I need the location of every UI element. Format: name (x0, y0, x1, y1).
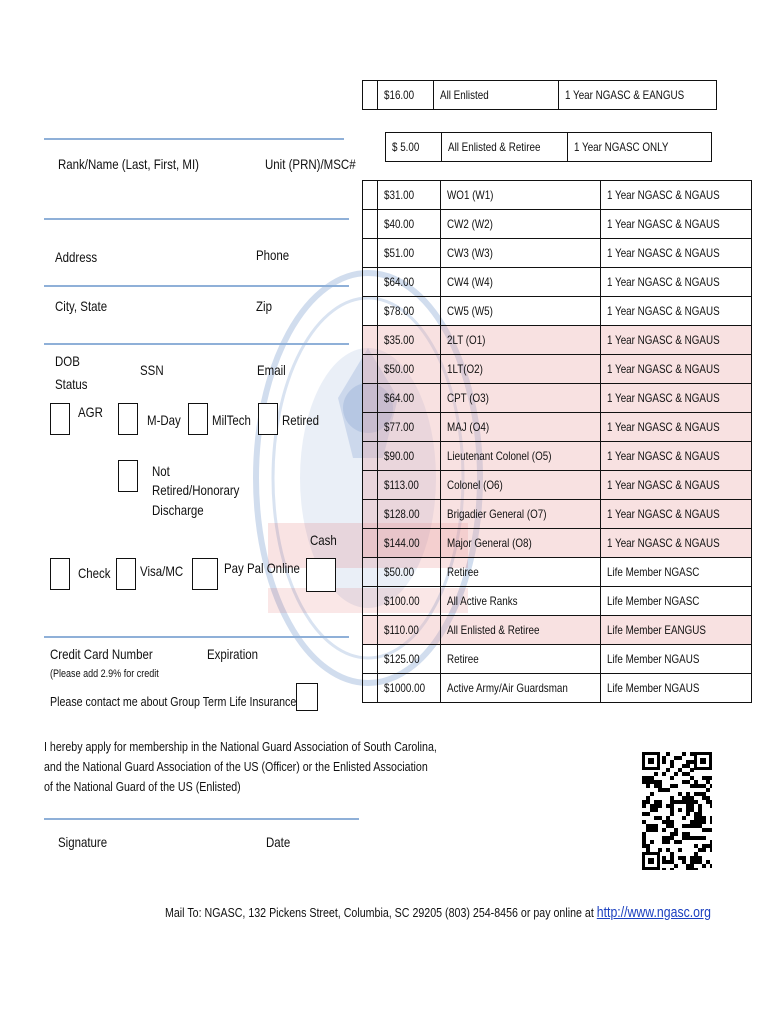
fee-membership-cell (601, 558, 751, 587)
fee-select-cell[interactable] (363, 471, 378, 500)
apply-line-2: and the National Guard Association of the US (Officer) or the Enlisted Association (44, 759, 428, 774)
fee-table-mid (385, 132, 712, 162)
status-label: Status (55, 376, 88, 392)
fee-price: $16.00 (384, 88, 415, 102)
fee-price: $78.00 (384, 304, 415, 318)
rule-top (44, 138, 344, 140)
fee-price: $50.00 (384, 362, 415, 376)
not-retired-checkbox[interactable] (118, 460, 138, 492)
paypal-checkbox[interactable] (192, 558, 218, 590)
fee-price: $64.00 (384, 275, 415, 289)
fee-row[interactable] (363, 500, 752, 529)
fee-price: $1000.00 (384, 681, 426, 695)
fee-rank-cell (441, 645, 601, 674)
fee-rank-cell (441, 587, 601, 616)
fee-membership-cell (601, 326, 751, 355)
fee-membership: Life Member NGAUS (607, 652, 700, 666)
fee-rank: CW2 (W2) (447, 217, 493, 231)
fee-row[interactable] (363, 239, 752, 268)
fee-membership: 1 Year NGASC & NGAUS (607, 507, 721, 521)
fee-rank: All Enlisted (440, 88, 489, 102)
insurance-label: Please contact me about Group Term Life Insurance (50, 694, 297, 709)
fee-rank-cell (441, 297, 601, 326)
fee-row[interactable] (363, 471, 752, 500)
fee-select-cell[interactable] (363, 181, 378, 210)
fee-price-cell (378, 326, 441, 355)
fee-rank: Major General (O8) (447, 536, 532, 550)
mail-to-text: Mail To: NGASC, 132 Pickens Street, Columbia, SC 29205 (803) 254-8456 or pay online at (165, 905, 597, 920)
fee-select-cell[interactable] (363, 442, 378, 471)
fee-rank: Colonel (O6) (447, 478, 503, 492)
apply-line-3: of the National Guard of the US (Enlisted) (44, 779, 241, 794)
fee-price-cell (378, 587, 441, 616)
fee-rank: All Enlisted & Retiree (447, 623, 540, 637)
fee-price-cell (378, 471, 441, 500)
retired-checkbox[interactable] (258, 403, 278, 435)
fee-price: $51.00 (384, 246, 415, 260)
fee-price: $ 5.00 (392, 140, 420, 154)
fee-rank: CPT (O3) (447, 391, 489, 405)
insurance-checkbox[interactable] (296, 683, 318, 711)
fee-select-cell[interactable] (363, 500, 378, 529)
fee-select-cell[interactable] (363, 239, 378, 268)
zip-label: Zip (256, 298, 272, 314)
fee-price-cell (378, 297, 441, 326)
fee-price-cell (378, 616, 441, 645)
agr-label: AGR (78, 404, 103, 420)
fee-membership: 1 Year NGASC & NGAUS (607, 246, 721, 260)
fee-membership: 1 Year NGASC & NGAUS (607, 478, 721, 492)
fee-price-cell (378, 268, 441, 297)
fee-rank: 1LT(O2) (447, 362, 483, 376)
fee-row[interactable] (363, 210, 752, 239)
address-label: Address (55, 249, 98, 265)
fee-membership: 1 Year NGASC & NGAUS (607, 333, 721, 347)
mday-checkbox[interactable] (118, 403, 138, 435)
fee-rank: Brigadier General (O7) (447, 507, 547, 521)
fee-price: $35.00 (384, 333, 415, 347)
fee-row[interactable] (363, 297, 752, 326)
fee-rank: Active Army/Air Guardsman (447, 681, 568, 695)
fee-price-cell (378, 355, 441, 384)
fee-rank: All Active Ranks (447, 594, 518, 608)
fee-membership-cell (601, 413, 751, 442)
fee-membership: 1 Year NGASC & NGAUS (607, 304, 721, 318)
fee-membership-cell (601, 355, 751, 384)
fee-rank: Retiree (447, 652, 479, 666)
fee-select-cell[interactable] (363, 558, 378, 587)
qr-code (642, 752, 712, 870)
fee-price: $125.00 (384, 652, 420, 666)
fee-table-main (362, 180, 752, 703)
fee-rank: Lieutenant Colonel (O5) (447, 449, 552, 463)
fee-price-cell (378, 413, 441, 442)
fee-membership: 1 Year NGASC & NGAUS (607, 217, 721, 231)
fee-rank-cell (441, 471, 601, 500)
fee-membership-cell (601, 181, 751, 210)
fee-price-cell (378, 500, 441, 529)
ssn-label: SSN (140, 362, 164, 378)
fee-membership: 1 Year NGASC & NGAUS (607, 188, 721, 202)
fee-select-cell[interactable] (363, 384, 378, 413)
fee-row[interactable] (363, 81, 717, 110)
fee-rank-cell (441, 268, 601, 297)
fee-membership: Life Member NGAUS (607, 681, 700, 695)
fee-membership-cell (601, 616, 751, 645)
check-label: Check (78, 565, 111, 581)
fee-price: $144.00 (384, 536, 420, 550)
visa-mc-label: Visa/MC (140, 563, 184, 579)
rule-apply (44, 818, 359, 820)
fee-membership-cell (601, 500, 751, 529)
fee-membership: 1 Year NGASC & NGAUS (607, 275, 721, 289)
fee-row[interactable] (363, 587, 752, 616)
fee-price-cell (378, 645, 441, 674)
fee-price: $110.00 (384, 623, 419, 637)
fee-select-cell[interactable] (363, 413, 378, 442)
date-label: Date (266, 834, 291, 850)
cash-checkbox[interactable] (306, 558, 336, 592)
fee-price: $64.00 (384, 391, 415, 405)
fee-membership: 1 Year NGASC & NGAUS (607, 449, 721, 463)
fee-membership-cell (601, 268, 751, 297)
fee-price-cell (378, 674, 441, 703)
fee-rank: Retiree (447, 565, 479, 579)
signature-label: Signature (58, 834, 108, 850)
fee-price: $90.00 (384, 449, 415, 463)
fee-membership: Life Member NGASC (607, 565, 700, 579)
fee-select-cell[interactable] (363, 210, 378, 239)
fee-rank-cell (441, 384, 601, 413)
fee-row[interactable] (363, 326, 752, 355)
fee-membership-cell (601, 442, 751, 471)
fee-select-cell[interactable] (363, 674, 378, 703)
fee-price-cell (378, 529, 441, 558)
website-link[interactable]: http://www.ngasc.org (596, 904, 711, 921)
rank-name-label: Rank/Name (Last, First, MI) (58, 156, 199, 172)
fee-rank-cell (441, 674, 601, 703)
fee-row[interactable] (363, 529, 752, 558)
fee-rank: MAJ (O4) (447, 420, 490, 434)
fee-membership-cell (601, 297, 751, 326)
fee-membership: 1 Year NGASC & NGAUS (607, 420, 721, 434)
not-retired-label-3: Discharge (152, 502, 204, 518)
fee-price: $113.00 (384, 478, 419, 492)
fee-membership: Life Member NGASC (607, 594, 700, 608)
fee-rank-cell (441, 355, 601, 384)
fee-membership: 1 Year NGASC & NGAUS (607, 536, 721, 550)
fee-rank: 2LT (O1) (447, 333, 486, 347)
fee-price-cell (378, 384, 441, 413)
fee-price: $31.00 (384, 188, 415, 202)
fee-membership-cell (601, 210, 751, 239)
fee-membership: Life Member EANGUS (607, 623, 707, 637)
fee-select-cell[interactable] (363, 587, 378, 616)
fee-select-cell[interactable] (363, 355, 378, 384)
fee-rank: CW4 (W4) (447, 275, 493, 289)
fee-price: $40.00 (384, 217, 415, 231)
fee-price-cell (378, 239, 441, 268)
credit-note: (Please add 2.9% for credit (50, 668, 159, 680)
fee-membership-cell (601, 384, 751, 413)
fee-rank-cell (441, 239, 601, 268)
fee-membership-cell (559, 81, 717, 110)
fee-rank-cell (441, 181, 601, 210)
fee-select-cell[interactable] (363, 268, 378, 297)
fee-rank-cell (441, 529, 601, 558)
fee-row[interactable] (363, 442, 752, 471)
fee-price-cell (378, 442, 441, 471)
fee-row[interactable] (363, 268, 752, 297)
fee-membership: 1 Year NGASC & EANGUS (565, 88, 685, 102)
not-retired-label-1: Not (152, 463, 170, 479)
fee-rank-cell (441, 210, 601, 239)
fee-membership-cell (601, 587, 751, 616)
fee-membership: 1 Year NGASC ONLY (573, 140, 669, 154)
fee-price: $50.00 (384, 565, 415, 579)
rule-address (44, 285, 349, 287)
fee-rank: All Enlisted & Retiree (448, 140, 541, 154)
email-label: Email (257, 362, 286, 378)
fee-membership: 1 Year NGASC & NGAUS (607, 391, 721, 405)
fee-price-cell (386, 133, 442, 162)
fee-row[interactable] (363, 616, 752, 645)
fee-rank-cell (441, 616, 601, 645)
visa-mc-checkbox[interactable] (116, 558, 136, 590)
fee-rank-cell (441, 442, 601, 471)
rule-rank (44, 218, 349, 220)
fee-price: $100.00 (384, 594, 420, 608)
fee-membership-cell (601, 645, 751, 674)
fee-rank-cell (434, 81, 559, 110)
fee-select-cell[interactable] (363, 297, 378, 326)
fee-price-cell (378, 181, 441, 210)
rule-payment (44, 636, 349, 638)
mday-label: M-Day (147, 412, 181, 428)
fee-select-cell[interactable] (363, 326, 378, 355)
rule-city (44, 343, 349, 345)
fee-row[interactable] (363, 674, 752, 703)
fee-select-cell[interactable] (363, 81, 378, 110)
fee-price: $128.00 (384, 507, 420, 521)
paypal-label: Pay Pal Online (224, 560, 300, 576)
fee-row[interactable] (386, 133, 712, 162)
miltech-checkbox[interactable] (188, 403, 208, 435)
fee-select-cell[interactable] (363, 616, 378, 645)
credit-card-label: Credit Card Number (50, 646, 153, 662)
miltech-label: MilTech (212, 412, 251, 428)
fee-row[interactable] (363, 355, 752, 384)
fee-row[interactable] (363, 413, 752, 442)
fee-membership-cell (567, 133, 711, 162)
fee-row[interactable] (363, 645, 752, 674)
fee-price: $77.00 (384, 420, 415, 434)
fee-table-top (362, 80, 717, 110)
fee-membership: 1 Year NGASC & NGAUS (607, 362, 721, 376)
cash-label: Cash (310, 532, 337, 548)
unit-label: Unit (PRN)/MSC# (265, 156, 356, 172)
agr-checkbox[interactable] (50, 403, 70, 435)
fee-select-cell[interactable] (363, 529, 378, 558)
fee-rank: CW5 (W5) (447, 304, 493, 318)
fee-rank-cell (441, 413, 601, 442)
fee-price-cell (378, 81, 434, 110)
check-checkbox[interactable] (50, 558, 70, 590)
fee-row[interactable] (363, 558, 752, 587)
phone-label: Phone (256, 247, 290, 263)
dob-label: DOB (55, 353, 80, 369)
fee-rank-cell (441, 326, 601, 355)
fee-membership-cell (601, 471, 751, 500)
fee-price-cell (378, 558, 441, 587)
fee-membership-cell (601, 674, 751, 703)
fee-rank: WO1 (W1) (447, 188, 494, 202)
apply-line-1: I hereby apply for membership in the National Guard Association of South Carolina, (44, 739, 437, 754)
fee-membership-cell (601, 529, 751, 558)
fee-row[interactable] (363, 181, 752, 210)
fee-membership-cell (601, 239, 751, 268)
not-retired-label-2: Retired/Honorary (152, 482, 240, 498)
fee-rank: CW3 (W3) (447, 246, 493, 260)
city-state-label: City, State (55, 298, 108, 314)
fee-price-cell (378, 210, 441, 239)
fee-select-cell[interactable] (363, 645, 378, 674)
fee-row[interactable] (363, 384, 752, 413)
retired-label: Retired (282, 412, 320, 428)
mail-to-line (165, 904, 711, 921)
fee-rank-cell (442, 133, 568, 162)
fee-rank-cell (441, 558, 601, 587)
fee-rank-cell (441, 500, 601, 529)
expiration-label: Expiration (207, 646, 259, 662)
